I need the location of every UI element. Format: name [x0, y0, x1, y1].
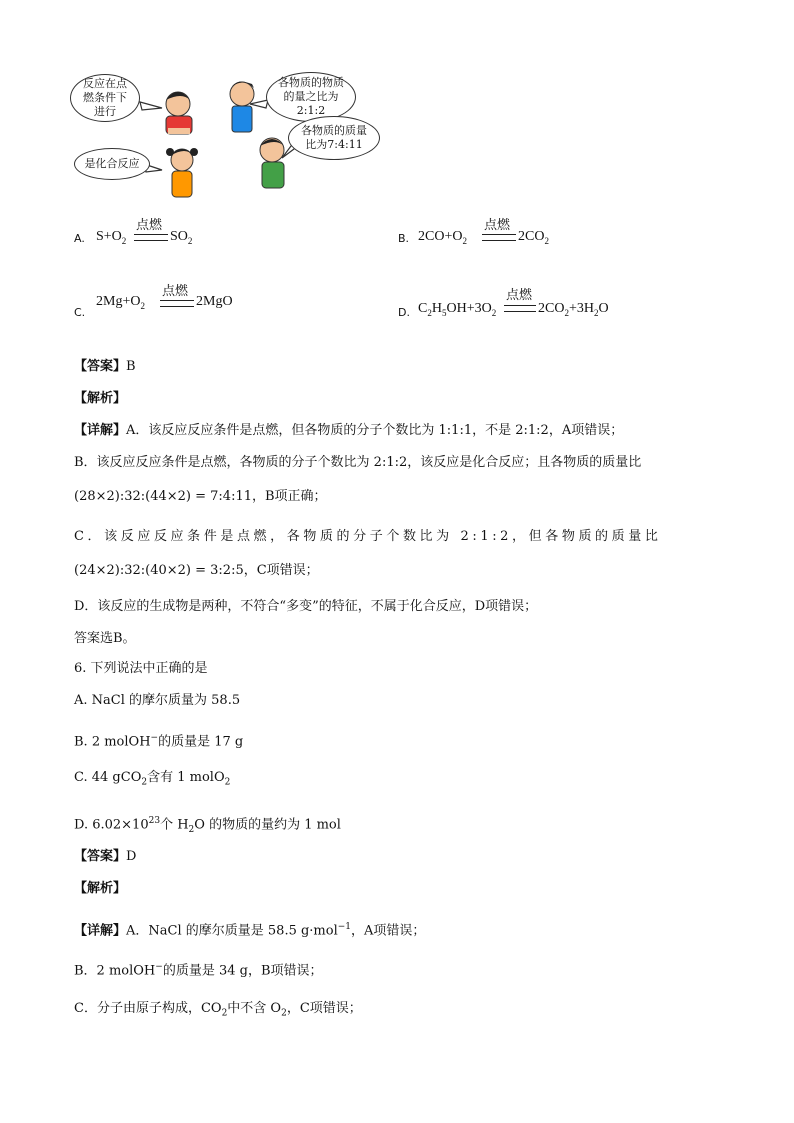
- q6-option-b: B. 2 molOH−的质量是 17 g: [74, 733, 244, 750]
- equation-right: $2CO_2+3H_2O$: [538, 301, 609, 318]
- q5-detail-c1: C．该反应反应条件是点燃，各物质的分子个数比为 2:1:2，但各物质的质量比: [74, 529, 662, 544]
- q5-detail-b2: (28×2):32:(44×2) = 7:4:11，B项正确；: [74, 489, 327, 504]
- bubble-combination: 是化合反应: [74, 148, 150, 180]
- bubble-mole-ratio: 各物质的物质的量之比为2:1:2: [266, 72, 356, 122]
- option-label: C.: [74, 306, 86, 319]
- option-label: A.: [74, 232, 85, 245]
- discussion-figure: [70, 72, 390, 202]
- reaction-equals-sign: [482, 234, 516, 241]
- q5-conclusion: 答案选B。: [74, 631, 136, 646]
- equation-left: $2Mg+O_2$: [96, 294, 145, 311]
- option-5c: [74, 282, 374, 322]
- q6-analysis-heading: 【解析】: [74, 881, 127, 896]
- bubble-condition: 反应在点燃条件下进行: [70, 74, 140, 122]
- q6-option-d: D. $6.02\times 10^{23}$个 $H_2O$ 的物质的量约为 1 mol: [74, 816, 341, 835]
- option-5d: [398, 286, 698, 326]
- condition-text: 点燃: [506, 288, 533, 303]
- q6-stem: 6. 下列说法中正确的是: [74, 661, 208, 676]
- bubble-mass-ratio: 各物质的质量比为7:4:11: [288, 116, 380, 160]
- condition-text: 点燃: [484, 218, 511, 233]
- q6-option-c: C. 44 gCO$_2$含有 1 molO$_2$: [74, 770, 231, 788]
- q5-detail-d: D．该反应的生成物是两种，不符合“多变”的特征，不属于化合反应，D项错误；: [74, 599, 538, 614]
- reaction-equals-sign: [160, 300, 194, 307]
- q6-detail-a: 【详解】A．NaCl 的摩尔质量是 58.5 g·mol$^{-1}$，A项错误；: [74, 922, 426, 939]
- q6-detail-c: C．分子由原子构成，$CO_2$中不含 $O_2$，C项错误；: [74, 1001, 362, 1019]
- q5-detail-a: 【详解】A．该反应反应条件是点燃，但各物质的分子个数比为 1:1:1，不是 2:1:2，A项错误；: [74, 423, 624, 438]
- q5-answer: 【答案】B: [74, 359, 136, 374]
- q5-detail-b1: B．该反应反应条件是点燃，各物质的分子个数比为 2:1:2，该反应是化合反应；且各物质的质量比: [74, 455, 642, 470]
- option-label: B.: [398, 232, 410, 245]
- option-5b: [398, 214, 698, 254]
- equation-left: $C_2H_5OH+3O_2$: [418, 301, 497, 318]
- q5-detail-c2: (24×2):32:(40×2) = 3:2:5，C项错误；: [74, 563, 319, 578]
- reaction-equals-sign: [134, 234, 168, 241]
- q6-detail-b: B．2 molOH−的质量是 34 g，B项错误；: [74, 962, 323, 979]
- option-5a: [74, 214, 374, 254]
- option-label: D.: [398, 306, 410, 319]
- equation-right: $SO_2$: [170, 229, 193, 246]
- condition-text: 点燃: [136, 218, 163, 233]
- q6-option-a: A. NaCl 的摩尔质量为 58.5: [74, 693, 241, 708]
- equation-left: $S+O_2$: [96, 229, 127, 246]
- equation-right: $2CO_2$: [518, 229, 549, 246]
- reaction-equals-sign: [504, 305, 536, 312]
- equation-left: $2CO+O_2$: [418, 229, 467, 246]
- equation-right: 2MgO: [196, 294, 233, 309]
- q5-analysis-heading: 【解析】: [74, 391, 127, 406]
- q6-answer: 【答案】D: [74, 849, 137, 864]
- condition-text: 点燃: [162, 284, 189, 299]
